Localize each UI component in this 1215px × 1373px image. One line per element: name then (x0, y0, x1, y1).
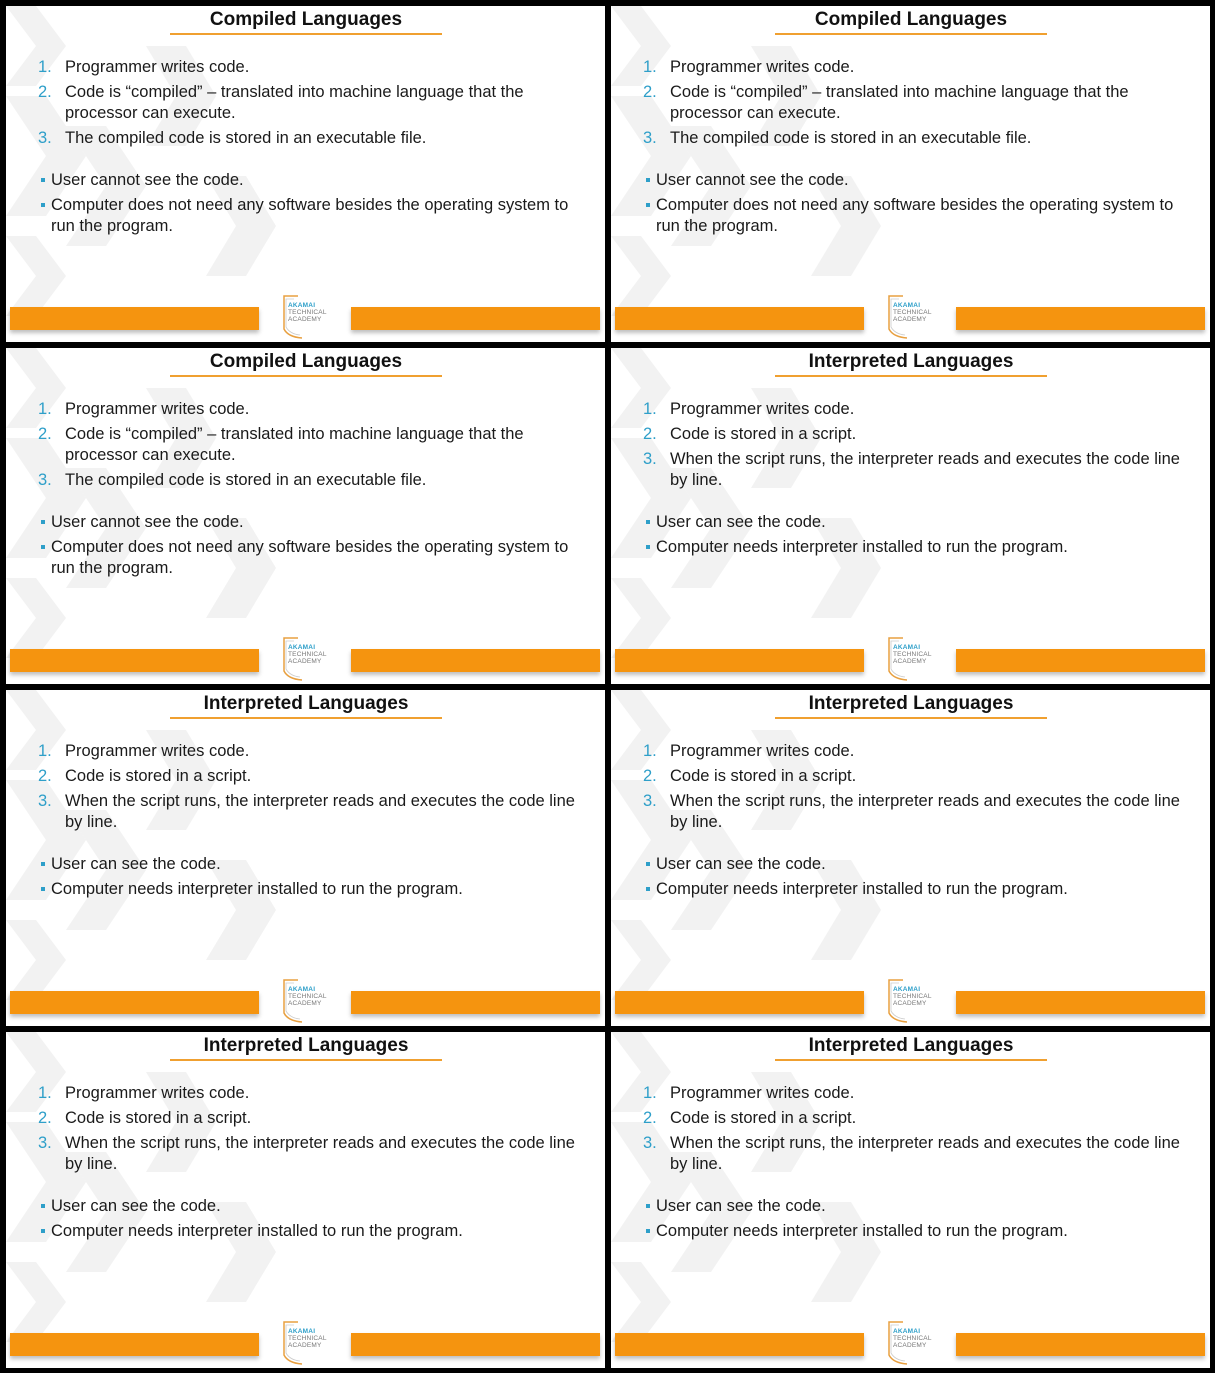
logo-akamai: AKAMAI (893, 1328, 921, 1335)
step-text: Code is “compiled” – translated into machine language that the processor can execute. (65, 425, 524, 464)
slide-title: Interpreted Languages (203, 693, 409, 714)
step-number: 1. (643, 742, 657, 760)
footer-bar-left (615, 307, 864, 330)
bullet-text: Computer needs interpreter installed to run the program. (51, 1222, 463, 1240)
step-item (38, 1083, 578, 1104)
logo-academy: ACADEMY (893, 658, 927, 665)
step-text: Programmer writes code. (670, 1084, 855, 1102)
bullet-list (643, 512, 1183, 562)
step-item (38, 1108, 578, 1129)
step-item (643, 424, 1183, 445)
slide-6[interactable] (611, 690, 1210, 1026)
numbered-steps (643, 1083, 1183, 1179)
logo-text (893, 302, 932, 323)
step-item (643, 1083, 1183, 1104)
step-text: Code is “compiled” – translated into machine language that the processor can execute. (670, 83, 1129, 122)
step-text: Code is stored in a script. (670, 425, 857, 443)
bullet-item (643, 170, 1183, 191)
square-bullet-icon (643, 1221, 656, 1242)
bullet-item (38, 854, 578, 875)
logo-akamai: AKAMAI (288, 986, 316, 993)
title-underline (170, 717, 442, 719)
square-bullet-icon (643, 879, 656, 900)
step-text: When the script runs, the interpreter reads and executes the code line by line. (65, 792, 575, 831)
bullet-text: User can see the code. (51, 1197, 221, 1215)
footer-bar-right (351, 1333, 600, 1356)
title-underline (775, 1059, 1047, 1061)
step-item (643, 791, 1183, 833)
square-bullet-icon (38, 1196, 51, 1217)
bullet-item (38, 879, 578, 900)
akamai-logo (280, 293, 338, 339)
step-number: 1. (38, 58, 52, 76)
slide-2[interactable] (611, 6, 1210, 342)
footer-bar-left (10, 307, 259, 330)
bullet-text: Computer does not need any software besides the operating system to run the program. (51, 538, 569, 577)
step-text: Code is stored in a script. (65, 767, 252, 785)
bullet-item (643, 879, 1183, 900)
logo-academy: ACADEMY (288, 658, 322, 665)
bullet-text: User cannot see the code. (51, 513, 244, 531)
bullet-item (643, 195, 1183, 237)
footer-bar-left (10, 991, 259, 1014)
square-bullet-icon (38, 1221, 51, 1242)
bullet-item (38, 1196, 578, 1217)
bullet-text: User cannot see the code. (656, 171, 849, 189)
square-bullet-icon (643, 170, 656, 191)
logo-akamai: AKAMAI (893, 644, 921, 651)
bullet-text: Computer needs interpreter installed to run the program. (656, 538, 1068, 556)
step-number: 3. (643, 1134, 657, 1152)
bullet-list (643, 170, 1183, 241)
step-number: 2. (643, 1109, 657, 1127)
bullet-list (38, 170, 578, 241)
step-number: 3. (38, 471, 52, 489)
step-number: 2. (38, 767, 52, 785)
numbered-steps (38, 1083, 578, 1179)
step-item (38, 766, 578, 787)
bullet-text: User can see the code. (656, 855, 826, 873)
step-number: 2. (643, 767, 657, 785)
akamai-logo (885, 635, 943, 681)
slide-title: Interpreted Languages (808, 1035, 1014, 1056)
numbered-steps (643, 741, 1183, 837)
logo-akamai: AKAMAI (288, 644, 316, 651)
step-item (38, 82, 578, 124)
bullet-text: User can see the code. (51, 855, 221, 873)
bullet-item (38, 1221, 578, 1242)
footer-bar-right (956, 991, 1205, 1014)
logo-text (288, 302, 327, 323)
bullet-item (38, 512, 578, 533)
step-number: 1. (643, 1084, 657, 1102)
logo-academy: ACADEMY (288, 1000, 322, 1007)
square-bullet-icon (643, 512, 656, 533)
footer-bar-right (956, 307, 1205, 330)
step-item (38, 791, 578, 833)
slide-title: Compiled Languages (814, 9, 1008, 30)
step-item (38, 741, 578, 762)
step-text: When the script runs, the interpreter reads and executes the code line by line. (670, 1134, 1180, 1173)
bullet-list (643, 1196, 1183, 1246)
slide-5[interactable] (6, 690, 605, 1026)
step-number: 1. (643, 58, 657, 76)
step-number: 1. (38, 400, 52, 418)
logo-technical: TECHNICAL (893, 993, 932, 1000)
numbered-steps (643, 57, 1183, 153)
step-number: 1. (643, 400, 657, 418)
logo-text (288, 1328, 327, 1349)
logo-technical: TECHNICAL (288, 651, 327, 658)
square-bullet-icon (643, 1196, 656, 1217)
numbered-steps (643, 399, 1183, 495)
step-text: Programmer writes code. (670, 400, 855, 418)
step-item (643, 82, 1183, 124)
akamai-logo (885, 977, 943, 1023)
bullet-text: Computer does not need any software besides the operating system to run the program. (656, 196, 1174, 235)
step-text: Programmer writes code. (670, 742, 855, 760)
bullet-item (643, 537, 1183, 558)
step-item (38, 57, 578, 78)
step-number: 3. (643, 450, 657, 468)
step-text: The compiled code is stored in an executable file. (65, 129, 427, 147)
step-number: 3. (38, 1134, 52, 1152)
step-text: Programmer writes code. (65, 58, 250, 76)
title-underline (170, 375, 442, 377)
bullet-item (38, 195, 578, 237)
bullet-item (38, 537, 578, 579)
step-number: 1. (38, 742, 52, 760)
logo-akamai: AKAMAI (893, 302, 921, 309)
logo-technical: TECHNICAL (893, 309, 932, 316)
step-text: The compiled code is stored in an executable file. (670, 129, 1032, 147)
step-text: Code is “compiled” – translated into machine language that the processor can execute. (65, 83, 524, 122)
title-underline (170, 33, 442, 35)
slide-4[interactable] (611, 348, 1210, 684)
step-item (38, 1133, 578, 1175)
bullet-list (38, 1196, 578, 1246)
logo-academy: ACADEMY (893, 1342, 927, 1349)
step-number: 2. (38, 83, 52, 101)
akamai-logo (280, 977, 338, 1023)
step-item (38, 128, 578, 149)
title-underline (775, 33, 1047, 35)
slide-title: Compiled Languages (209, 351, 403, 372)
logo-akamai: AKAMAI (288, 302, 316, 309)
step-number: 1. (38, 1084, 52, 1102)
step-text: When the script runs, the interpreter reads and executes the code line by line. (670, 450, 1180, 489)
step-text: Code is stored in a script. (65, 1109, 252, 1127)
title-underline (170, 1059, 442, 1061)
slide-title: Compiled Languages (209, 9, 403, 30)
logo-academy: ACADEMY (893, 316, 927, 323)
bullet-item (643, 1221, 1183, 1242)
square-bullet-icon (38, 512, 51, 533)
logo-akamai: AKAMAI (288, 1328, 316, 1335)
logo-text (893, 1328, 932, 1349)
bullet-list (38, 512, 578, 583)
footer-bar-left (615, 649, 864, 672)
logo-text (288, 986, 327, 1007)
step-text: Code is stored in a script. (670, 767, 857, 785)
footer-bar-left (615, 991, 864, 1014)
bullet-text: User can see the code. (656, 1197, 826, 1215)
footer-bar-right (351, 649, 600, 672)
bullet-item (643, 512, 1183, 533)
step-number: 3. (38, 129, 52, 147)
step-text: When the script runs, the interpreter reads and executes the code line by line. (65, 1134, 575, 1173)
step-item (38, 399, 578, 420)
slide-title: Interpreted Languages (203, 1035, 409, 1056)
step-number: 2. (643, 425, 657, 443)
bullet-item (38, 170, 578, 191)
step-item (38, 470, 578, 491)
bullet-text: User can see the code. (656, 513, 826, 531)
step-text: The compiled code is stored in an executable file. (65, 471, 427, 489)
step-text: Code is stored in a script. (670, 1109, 857, 1127)
footer-bar-left (10, 1333, 259, 1356)
logo-academy: ACADEMY (893, 1000, 927, 1007)
step-item (643, 128, 1183, 149)
bullet-list (643, 854, 1183, 904)
bullet-text: User cannot see the code. (51, 171, 244, 189)
step-number: 2. (643, 83, 657, 101)
footer-bar-right (956, 649, 1205, 672)
footer-bar-right (956, 1333, 1205, 1356)
step-item (643, 766, 1183, 787)
square-bullet-icon (643, 537, 656, 558)
square-bullet-icon (643, 195, 656, 237)
slide-8[interactable] (611, 1032, 1210, 1368)
step-item (38, 424, 578, 466)
logo-academy: ACADEMY (288, 316, 322, 323)
logo-text (893, 986, 932, 1007)
logo-technical: TECHNICAL (288, 1335, 327, 1342)
square-bullet-icon (38, 879, 51, 900)
logo-akamai: AKAMAI (893, 986, 921, 993)
akamai-logo (885, 1319, 943, 1365)
bullet-item (643, 854, 1183, 875)
title-underline (775, 375, 1047, 377)
numbered-steps (38, 741, 578, 837)
logo-text (893, 644, 932, 665)
logo-academy: ACADEMY (288, 1342, 322, 1349)
footer-bar-left (615, 1333, 864, 1356)
akamai-logo (280, 635, 338, 681)
bullet-text: Computer needs interpreter installed to run the program. (656, 1222, 1068, 1240)
step-number: 3. (643, 129, 657, 147)
step-item (643, 399, 1183, 420)
numbered-steps (38, 57, 578, 153)
logo-text (288, 644, 327, 665)
step-item (643, 741, 1183, 762)
step-text: Programmer writes code. (65, 742, 250, 760)
square-bullet-icon (38, 854, 51, 875)
footer-bar-right (351, 307, 600, 330)
step-number: 2. (38, 1109, 52, 1127)
bullet-text: Computer needs interpreter installed to run the program. (51, 880, 463, 898)
slide-3[interactable] (6, 348, 605, 684)
title-underline (775, 717, 1047, 719)
akamai-logo (885, 293, 943, 339)
logo-technical: TECHNICAL (288, 993, 327, 1000)
bullet-text: Computer needs interpreter installed to run the program. (656, 880, 1068, 898)
logo-technical: TECHNICAL (893, 1335, 932, 1342)
footer-bar-left (10, 649, 259, 672)
slide-title: Interpreted Languages (808, 351, 1014, 372)
bullet-list (38, 854, 578, 904)
step-text: Programmer writes code. (65, 1084, 250, 1102)
step-text: Programmer writes code. (670, 58, 855, 76)
step-item (643, 57, 1183, 78)
step-item (643, 1133, 1183, 1175)
step-number: 2. (38, 425, 52, 443)
slide-title: Interpreted Languages (808, 693, 1014, 714)
square-bullet-icon (38, 195, 51, 237)
footer-bar-right (351, 991, 600, 1014)
logo-technical: TECHNICAL (288, 309, 327, 316)
step-number: 3. (643, 792, 657, 810)
square-bullet-icon (643, 854, 656, 875)
bullet-text: Computer does not need any software besides the operating system to run the program. (51, 196, 569, 235)
numbered-steps (38, 399, 578, 495)
square-bullet-icon (38, 537, 51, 579)
step-text: Programmer writes code. (65, 400, 250, 418)
slide-1[interactable] (6, 6, 605, 342)
step-item (643, 449, 1183, 491)
square-bullet-icon (38, 170, 51, 191)
akamai-logo (280, 1319, 338, 1365)
slide-7[interactable] (6, 1032, 605, 1368)
step-item (643, 1108, 1183, 1129)
step-number: 3. (38, 792, 52, 810)
bullet-item (643, 1196, 1183, 1217)
logo-technical: TECHNICAL (893, 651, 932, 658)
step-text: When the script runs, the interpreter reads and executes the code line by line. (670, 792, 1180, 831)
